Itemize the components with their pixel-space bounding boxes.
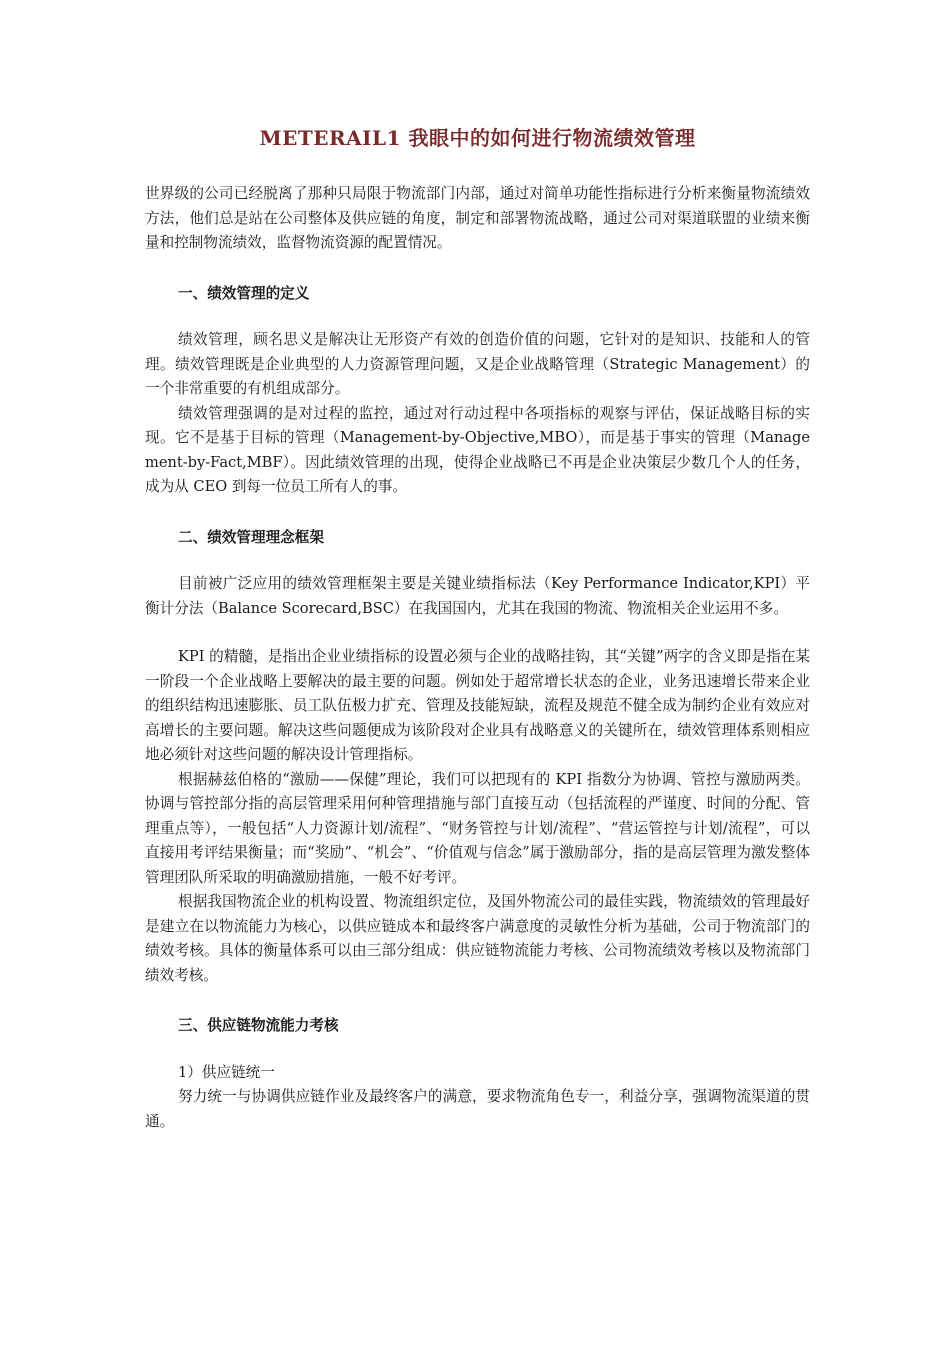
section3-item1-text: 努力统一与协调供应链作业及最终客户的满意，要求物流角色专一，利益分享，强调物流渠道的贯通。 [145, 1088, 810, 1130]
spacer [145, 550, 810, 572]
spacer [145, 500, 810, 526]
section2-paragraph-1: 目前被广泛应用的绩效管理框架主要是关键业绩指标法（Key Performance Indicator,KPI）平衡计分法（Balance Scorecard,BSC）在我国国内，尤其在我国的物流、物流相关企业运用不多。 [145, 575, 810, 617]
section1-paragraph-2: 绩效管理强调的是对过程的监控，通过对行动过程中各项指标的观察与评估，保证战略目标的实现。它不是基于目标的管理（Management-by-Objective,MBO），而是基于事实的管理（Management-by-Fact,MBF）。因此绩效管理的出现，使得企业战略已不再是企业决策层少数几个人的任务，成为从 CEO 到每一位员工所有人的事。 [145, 404, 810, 495]
section2-paragraph-2: KPI 的精髓，是指出企业业绩指标的设置必须与企业的战略挂钩，其“关键”两字的含义即是指在某一阶段一个企业战略上要解决的最主要的问题。例如处于超常增长状态的企业，业务迅速增长带来企业的组织结构迅速膨胀、员工队伍极力扩充、管理及技能短缺，流程及规范不健全成为制约企业有效应对高增长的主要问题。解决这些问题便成为该阶段对企业具有战略意义的关键所在，绩效管理体系则相应地必须针对这些问题的解决设计管理指标。 [145, 648, 810, 763]
section3-heading: 三、供应链物流能力考核 [178, 1017, 339, 1034]
section2-paragraph-3: 根据赫兹伯格的“激励——保健”理论，我们可以把现有的 KPI 指数分为协调、管控与激励两类。协调与管控部分指的高层管理采用何种管理措施与部门直接互动（包括流程的严谨度、时间的分配、管理重点等），一般包括“人力资源计划/流程”、“财务管控与计划/流程”、“营运管控与计划/流程”，可以直接用考评结果衡量；而“奖励”、“机会”、“价值观与信念”属于激励部分，指的是高层管理为激发整体管理团队所采取的明确激励措施，一般不好考评。 [145, 770, 810, 886]
section2-paragraph-4: 根据我国物流企业的机构设置、物流组织定位，及国外物流公司的最佳实践，物流绩效的管理最好是建立在以物流能力为核心，以供应链成本和最终客户满意度的灵敏性分析为基础，公司于物流部门的绩效考核。具体的衡量体系可以由三部分组成：供应链物流能力考核、公司物流绩效考核以及物流部门绩效考核。 [145, 893, 810, 984]
spacer [145, 621, 810, 645]
spacer [145, 988, 810, 1014]
section1-paragraph-1: 绩效管理，顾名思义是解决让无形资产有效的创造价值的问题，它针对的是知识、技能和人的管理。绩效管理既是企业典型的人力资源管理问题，又是企业战略管理（Strategic Management）的一个非常重要的有机组成部分。 [145, 331, 810, 397]
section2-heading: 二、绩效管理理念框架 [178, 528, 324, 546]
document-page [145, 124, 810, 1134]
spacer [145, 1039, 810, 1061]
intro-paragraph: 世界级的公司已经脱离了那种只局限于物流部门内部，通过对简单功能性指标进行分析来衡量物流绩效方法，他们总是站在公司整体及供应链的角度，制定和部署物流战略，通过公司对渠道联盟的业绩来衡量和控制物流绩效，监督物流资源的配置情况。 [145, 185, 810, 251]
section1-heading: 一、绩效管理的定义 [178, 284, 310, 302]
spacer [145, 256, 810, 282]
document-title: METERAIL1 我眼中的如何进行物流绩效管理 [259, 126, 696, 150]
section3-item1-label: 1）供应链统一 [178, 1063, 275, 1081]
spacer [145, 306, 810, 328]
